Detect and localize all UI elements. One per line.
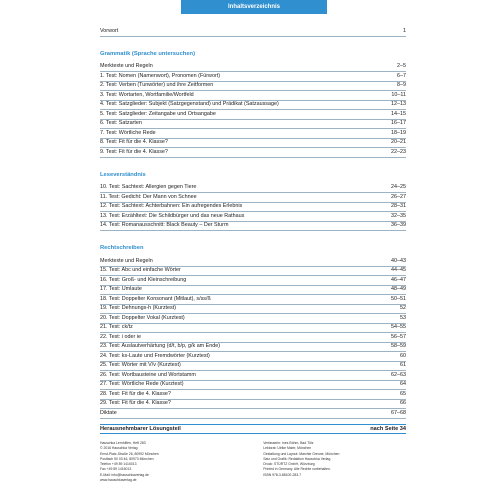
toc-page: 53 (400, 314, 406, 321)
toc-label: 18. Test: Doppelter Konsonant (Mitlaut), s/ss/ß (100, 295, 211, 302)
toc-label: 23. Test: Auslautverhärtung (d/t, b/p, g/k am Ende) (100, 343, 221, 350)
toc-page: 52 (400, 305, 406, 312)
imprint-line: Telefon +49 89 1416013 (100, 462, 137, 467)
toc-page: 61 (400, 362, 406, 369)
toc-label: 1. Test: Nomen (Namenwort), Pronomen (Fürwort) (100, 72, 221, 79)
imprint-line: ISBN 978-3-88100-283-7 (263, 472, 302, 477)
toc-page: 22–23 (391, 148, 406, 155)
toc-row (100, 139, 406, 149)
toc-row (100, 82, 406, 92)
toc-page: 44–45 (391, 267, 406, 274)
toc-row (100, 148, 406, 158)
imprint-line: Ernst-Platz-Straße 26, 80992 München (100, 451, 159, 456)
toc-label: 28. Test: Fit für die 4. Klasse? (100, 390, 171, 397)
toc-page: 60 (400, 352, 406, 359)
toc-label: 5. Test: Satzglieder: Zeitangabe und Ortsangabe (100, 110, 216, 117)
toc-row (100, 400, 406, 410)
toc-page: 46–47 (391, 276, 406, 283)
section-gap (100, 37, 406, 48)
toc-row (100, 72, 406, 82)
imprint-line: Verfasserin: Ines Böhm, Bad Tölz (263, 441, 314, 445)
table-of-contents (100, 27, 406, 434)
toc-page: 20–21 (391, 139, 406, 146)
toc-page: 62–63 (391, 371, 406, 378)
toc-page: 6–7 (397, 72, 406, 79)
toc-label: 6. Test: Satzarten (100, 120, 142, 127)
toc-page: 32–35 (391, 212, 406, 219)
toc-page: 8–9 (397, 82, 406, 89)
toc-label: 14. Test: Romanausschnitt: Black Beauty – Der Sturm (100, 222, 229, 229)
toc-page: 65 (400, 390, 406, 397)
toc-page: 12–13 (391, 101, 406, 108)
toc-row (100, 129, 406, 139)
toc-label: 26. Test: Wortbausteine und Wortstamm (100, 371, 196, 378)
toc-row (100, 267, 406, 277)
toc-page: 64 (400, 381, 406, 388)
toc-label: Vorwort (100, 27, 119, 34)
section-gap (100, 158, 406, 169)
toc-label: 7. Test: Wörtliche Rede (100, 129, 156, 136)
toc-row (100, 91, 406, 101)
toc-label: 19. Test: Dehnungs-h (Kurztest) (100, 305, 177, 312)
imprint-line: Printed in Germany. Alle Rechte vorbehalten. (263, 467, 331, 472)
toc-label: 27. Test: Wörtliche Rede (Kurztest) (100, 381, 184, 388)
toc-row (100, 305, 406, 315)
toc-row (100, 295, 406, 305)
toc-label: 4. Test: Satzglieder: Subjekt (Satzgegenstand) und Prädikat (Satzaussage) (100, 101, 279, 108)
toc-row (100, 324, 406, 334)
toc-row (100, 390, 406, 400)
toc-row (100, 222, 406, 232)
toc-page: 67–68 (391, 409, 406, 416)
toc-row (100, 343, 406, 353)
toc-label: 24. Test: ks-Laute und Fremdwörter (Kurztest) (100, 352, 210, 359)
toc-page: 16–17 (391, 120, 406, 127)
toc-page: 40–43 (391, 257, 406, 264)
toc-row (100, 101, 406, 111)
imprint-line: Postfach 50 03 46, 80973 München (100, 456, 154, 461)
imprint-line: Druck: STÜRTZ GmbH, Würzburg (263, 462, 315, 467)
toc-page: 1 (403, 27, 406, 34)
imprint-line: Satz und Grafik: Redaktion Hauschka Verlag (263, 456, 331, 461)
toc-label: 29. Test: Fit für die 4. Klasse? (100, 400, 171, 407)
toc-row (100, 257, 406, 267)
imprint-line: Fax +49 89 1416013 (100, 467, 132, 472)
toc-row (100, 314, 406, 324)
toc-label: 12. Test: Sachtext: Achterbahnen: Ein aufregendes Erlebnis (100, 203, 243, 210)
toc-label: Merktexte und Regeln (100, 257, 153, 264)
toc-label: 20. Test: Doppelter Vokal (Kurztest) (100, 314, 185, 321)
section-gap (100, 231, 406, 242)
toc-row (100, 110, 406, 120)
toc-label: 15. Test: Abc und einfache Wörter (100, 267, 181, 274)
toc-label: 9. Test: Fit für die 4. Klasse? (100, 148, 168, 155)
section-title: Rechtschreiben (100, 245, 144, 251)
toc-page: 28–31 (391, 203, 406, 210)
toc-page: 10–11 (391, 91, 406, 98)
toc-label: Merktexte und Regeln (100, 63, 153, 70)
toc-page: 66 (400, 400, 406, 407)
toc-label: 11. Test: Gedicht: Der Mann von Schnee (100, 193, 197, 200)
toc-row (100, 286, 406, 296)
toc-row (100, 352, 406, 362)
toc-label: Diktate (100, 409, 117, 416)
toc-page: 18–19 (391, 129, 406, 136)
toc-label: 2. Test: Verben (Tunwörter) und ihre Zeitformen (100, 82, 214, 89)
toc-page: 36–39 (391, 222, 406, 229)
toc-row (100, 120, 406, 130)
toc-row (100, 63, 406, 73)
toc-page: 26–27 (391, 193, 406, 200)
toc-row (100, 212, 406, 222)
toc-row (100, 333, 406, 343)
imprint-line: © 2016 Hauschka Verlag (100, 446, 138, 451)
toc-row (100, 276, 406, 286)
solutions-row (100, 424, 406, 434)
solutions-label: Herausnehmbarer Lösungsteil (100, 425, 181, 432)
imprint-line: Gestaltung und Layout: Marchie Greune, München (263, 451, 340, 456)
toc-label: 22. Test: i oder ie (100, 333, 141, 340)
toc-page: 2–5 (397, 63, 406, 70)
toc-row (100, 381, 406, 391)
document-page (60, 0, 446, 500)
solutions-page: nach Seite 34 (370, 425, 406, 432)
toc-page: 24–25 (391, 184, 406, 191)
toc-page: 50–51 (391, 295, 406, 302)
toc-row (100, 203, 406, 213)
toc-label: 8. Test: Fit für die 4. Klasse? (100, 139, 168, 146)
section-title: Leseverständnis (100, 171, 146, 178)
imprint-line: Lektorat: Ulrike Maier, München (263, 446, 312, 451)
toc-label: 10. Test: Sachtext: Allergien gegen Tiere (100, 184, 197, 191)
toc-label: 25. Test: Wörter mit V/v (Kurztest) (100, 362, 181, 369)
toc-label: 21. Test: ck/tz (100, 324, 133, 331)
imprint (100, 441, 406, 483)
toc-label: 16. Test: Groß- und Kleinschreibung (100, 276, 187, 283)
toc-row (100, 193, 406, 203)
imprint-line: Hauschka Lernhilfen, Heft 283 (100, 441, 146, 445)
page-header-title: Inhaltsverzeichnis (181, 0, 327, 14)
toc-label: 17. Test: Umlaute (100, 286, 142, 293)
toc-label: 13. Test: Erzähltext: Die Schildbürger und das neue Rathaus (100, 212, 245, 219)
toc-label: 3. Test: Wortarten, Wortfamilie/Wortfeld (100, 91, 194, 98)
toc-page: 56–57 (391, 333, 406, 340)
toc-page: 58–59 (391, 343, 406, 350)
imprint-left (100, 441, 233, 483)
toc-page: 48–49 (391, 286, 406, 293)
toc-row (100, 184, 406, 194)
toc-row (100, 362, 406, 372)
toc-row-vorwort (100, 27, 406, 37)
imprint-right (263, 441, 406, 483)
toc-row (100, 409, 406, 419)
imprint-line: www.hauschkaverlag.de (100, 478, 137, 483)
toc-page: 54–55 (391, 324, 406, 331)
section-title: Grammatik (Sprache untersuchen) (100, 50, 196, 57)
imprint-line: E-Mail: info@hauschkaverlag.de (100, 472, 149, 477)
toc-page: 14–15 (391, 110, 406, 117)
toc-row (100, 371, 406, 381)
